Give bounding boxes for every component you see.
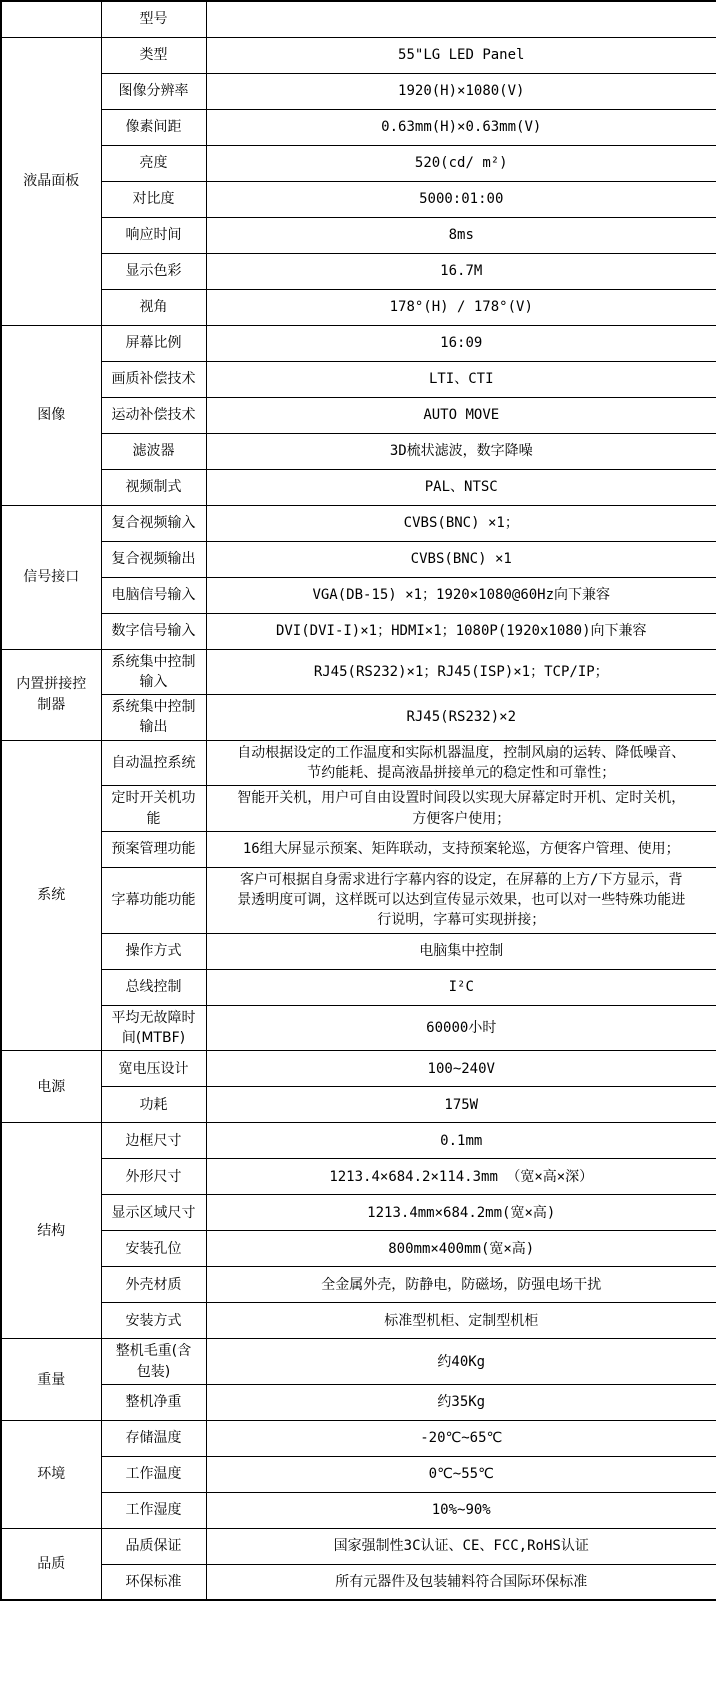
spec-label: 平均无故障时间(MTBF) <box>101 1005 206 1051</box>
spec-label: 图像分辨率 <box>101 73 206 109</box>
table-row <box>1 289 716 325</box>
section-category: 图像 <box>1 325 101 505</box>
spec-value <box>206 1 716 37</box>
spec-label: 复合视频输出 <box>101 541 206 577</box>
table-row <box>1 1564 716 1600</box>
section-category: 环境 <box>1 1420 101 1528</box>
spec-label: 响应时间 <box>101 217 206 253</box>
table-row <box>1 1339 716 1385</box>
table-row <box>1 145 716 181</box>
spec-value: 60000小时 <box>206 1005 716 1051</box>
spec-value: RJ45(RS232)×1；RJ45(ISP)×1；TCP/IP； <box>206 649 716 695</box>
spec-label: 操作方式 <box>101 933 206 969</box>
spec-value: 55"LG LED Panel <box>206 37 716 73</box>
spec-label: 宽电压设计 <box>101 1051 206 1087</box>
spec-label: 存储温度 <box>101 1420 206 1456</box>
spec-label: 画质补偿技术 <box>101 361 206 397</box>
spec-value: 178°(H) / 178°(V) <box>206 289 716 325</box>
spec-value: 800mm×400mm(宽×高) <box>206 1231 716 1267</box>
spec-label: 系统集中控制输出 <box>101 695 206 741</box>
table-row <box>1 541 716 577</box>
spec-label: 对比度 <box>101 181 206 217</box>
table-row <box>1 1087 716 1123</box>
spec-value: AUTO MOVE <box>206 397 716 433</box>
spec-value: CVBS(BNC) ×1； <box>206 505 716 541</box>
spec-label: 工作温度 <box>101 1456 206 1492</box>
spec-value: RJ45(RS232)×2 <box>206 695 716 741</box>
section-category: 品质 <box>1 1528 101 1600</box>
table-row <box>1 37 716 73</box>
section-category: 电源 <box>1 1051 101 1123</box>
table-row <box>1 1456 716 1492</box>
spec-label: 外形尺寸 <box>101 1159 206 1195</box>
spec-label: 自动温控系统 <box>101 740 206 786</box>
table-row <box>1 1005 716 1051</box>
table-row <box>1 1384 716 1420</box>
spec-value: DVI(DVI-I)×1；HDMI×1；1080P(1920x1080)向下兼容 <box>206 613 716 649</box>
table-row <box>1 253 716 289</box>
spec-value: 16:09 <box>206 325 716 361</box>
table-row <box>1 1528 716 1564</box>
spec-label: 视角 <box>101 289 206 325</box>
spec-value: 国家强制性3C认证、CE、FCC,RoHS认证 <box>206 1528 716 1564</box>
spec-label: 工作湿度 <box>101 1492 206 1528</box>
spec-label: 显示色彩 <box>101 253 206 289</box>
spec-label: 安装孔位 <box>101 1231 206 1267</box>
spec-label: 整机净重 <box>101 1384 206 1420</box>
spec-value: 3D梳状滤波，数字降噪 <box>206 433 716 469</box>
spec-value: 0.1mm <box>206 1123 716 1159</box>
spec-label: 复合视频输入 <box>101 505 206 541</box>
spec-label: 字幕功能功能 <box>101 867 206 933</box>
spec-label: 类型 <box>101 37 206 73</box>
spec-value: 0℃~55℃ <box>206 1456 716 1492</box>
spec-label: 显示区域尺寸 <box>101 1195 206 1231</box>
spec-value: 1920(H)×1080(V) <box>206 73 716 109</box>
spec-value: 16.7M <box>206 253 716 289</box>
spec-label: 总线控制 <box>101 969 206 1005</box>
table-row <box>1 73 716 109</box>
table-row <box>1 786 716 832</box>
spec-value: PAL、NTSC <box>206 469 716 505</box>
spec-label: 滤波器 <box>101 433 206 469</box>
table-row <box>1 1123 716 1159</box>
table-row <box>1 740 716 786</box>
table-row <box>1 181 716 217</box>
table-row <box>1 867 716 933</box>
spec-value: 175W <box>206 1087 716 1123</box>
spec-value: 自动根据设定的工作温度和实际机器温度，控制风扇的运转、降低噪音、节约能耗、提高液晶拼接单元的稳定性和可靠性； <box>206 740 716 786</box>
spec-label: 品质保证 <box>101 1528 206 1564</box>
table-row <box>1 577 716 613</box>
table-row <box>1 1420 716 1456</box>
spec-label: 屏幕比例 <box>101 325 206 361</box>
table-row <box>1 361 716 397</box>
spec-table-body <box>1 1 716 1600</box>
spec-label: 运动补偿技术 <box>101 397 206 433</box>
section-category: 结构 <box>1 1123 101 1339</box>
spec-value: 10%~90% <box>206 1492 716 1528</box>
spec-value: 智能开关机，用户可自由设置时间段以实现大屏幕定时开机、定时关机，方便客户使用； <box>206 786 716 832</box>
spec-value: 约40Kg <box>206 1339 716 1385</box>
section-category: 液晶面板 <box>1 37 101 325</box>
spec-value: 100~240V <box>206 1051 716 1087</box>
spec-value: 1213.4×684.2×114.3mm （宽×高×深） <box>206 1159 716 1195</box>
spec-label: 环保标准 <box>101 1564 206 1600</box>
spec-value: 0.63mm(H)×0.63mm(V) <box>206 109 716 145</box>
table-row <box>1 217 716 253</box>
spec-value: 16组大屏显示预案、矩阵联动，支持预案轮巡，方便客户管理、使用； <box>206 831 716 867</box>
table-row <box>1 613 716 649</box>
table-row <box>1 1195 716 1231</box>
table-row <box>1 969 716 1005</box>
table-row <box>1 433 716 469</box>
table-row <box>1 505 716 541</box>
section-category <box>1 1 101 37</box>
spec-label: 型号 <box>101 1 206 37</box>
spec-label: 外壳材质 <box>101 1267 206 1303</box>
spec-value: -20℃~65℃ <box>206 1420 716 1456</box>
spec-value: 客户可根据自身需求进行字幕内容的设定，在屏幕的上方/下方显示，背景透明度可调，这样既可以达到宣传显示效果，也可以对一些特殊功能进行说明，字幕可实现拼接； <box>206 867 716 933</box>
spec-value: CVBS(BNC) ×1 <box>206 541 716 577</box>
spec-value: 标准型机柜、定制型机柜 <box>206 1303 716 1339</box>
spec-label: 安装方式 <box>101 1303 206 1339</box>
table-row <box>1 1 716 37</box>
spec-label: 数字信号输入 <box>101 613 206 649</box>
table-row <box>1 649 716 695</box>
spec-value: 5000:01:00 <box>206 181 716 217</box>
spec-label: 亮度 <box>101 145 206 181</box>
spec-value: 电脑集中控制 <box>206 933 716 969</box>
table-row <box>1 1231 716 1267</box>
section-category: 重量 <box>1 1339 101 1421</box>
table-row <box>1 469 716 505</box>
table-row <box>1 1267 716 1303</box>
table-row <box>1 831 716 867</box>
table-row <box>1 1492 716 1528</box>
spec-label: 视频制式 <box>101 469 206 505</box>
spec-value: 所有元器件及包装辅料符合国际环保标准 <box>206 1564 716 1600</box>
spec-value: 1213.4mm×684.2mm(宽×高) <box>206 1195 716 1231</box>
spec-label: 定时开关机功能 <box>101 786 206 832</box>
spec-label: 像素间距 <box>101 109 206 145</box>
table-row <box>1 1051 716 1087</box>
spec-value: 全金属外壳，防静电，防磁场，防强电场干扰 <box>206 1267 716 1303</box>
section-category: 系统 <box>1 740 101 1051</box>
spec-label: 整机毛重(含包装) <box>101 1339 206 1385</box>
table-row <box>1 325 716 361</box>
spec-label: 边框尺寸 <box>101 1123 206 1159</box>
table-row <box>1 933 716 969</box>
table-row <box>1 695 716 741</box>
spec-label: 电脑信号输入 <box>101 577 206 613</box>
spec-value: LTI、CTI <box>206 361 716 397</box>
section-category: 内置拼接控制器 <box>1 649 101 740</box>
spec-label: 功耗 <box>101 1087 206 1123</box>
section-category: 信号接口 <box>1 505 101 649</box>
spec-value: 520(cd/ m²) <box>206 145 716 181</box>
spec-value: 8ms <box>206 217 716 253</box>
table-row <box>1 397 716 433</box>
table-row <box>1 109 716 145</box>
spec-value: 约35Kg <box>206 1384 716 1420</box>
spec-value: VGA(DB-15) ×1；1920×1080@60Hz向下兼容 <box>206 577 716 613</box>
spec-label: 系统集中控制输入 <box>101 649 206 695</box>
spec-value: I²C <box>206 969 716 1005</box>
spec-label: 预案管理功能 <box>101 831 206 867</box>
table-row <box>1 1159 716 1195</box>
table-row <box>1 1303 716 1339</box>
